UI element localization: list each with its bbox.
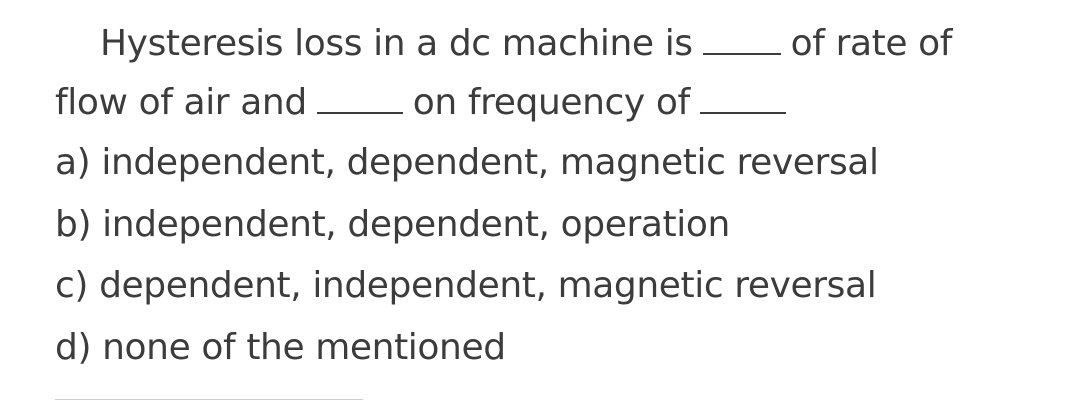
- option-d[interactable]: d) none of the mentioned: [55, 326, 506, 368]
- answer-blank-3: [700, 111, 786, 114]
- question-line-1: [55, 14, 1045, 73]
- question-line-2-start: flow of air and: [55, 82, 307, 123]
- answer-blank-2: [317, 111, 403, 114]
- question-line-2-middle: on frequency of: [412, 82, 690, 123]
- question-line-1-start: Hysteresis loss in a dc machine is: [100, 23, 693, 64]
- answer-options: [55, 132, 879, 378]
- option-b[interactable]: b) independent, dependent, operation: [55, 203, 730, 245]
- option-a[interactable]: a) independent, dependent, magnetic reversal: [55, 142, 879, 183]
- question-line-2: [55, 73, 1045, 132]
- bottom-divider: [55, 399, 363, 400]
- question-text: [55, 14, 1045, 132]
- option-c[interactable]: c) dependent, independent, magnetic reversal: [55, 265, 877, 306]
- answer-blank-1: [703, 52, 781, 55]
- question-line-1-end: of rate of: [790, 23, 953, 64]
